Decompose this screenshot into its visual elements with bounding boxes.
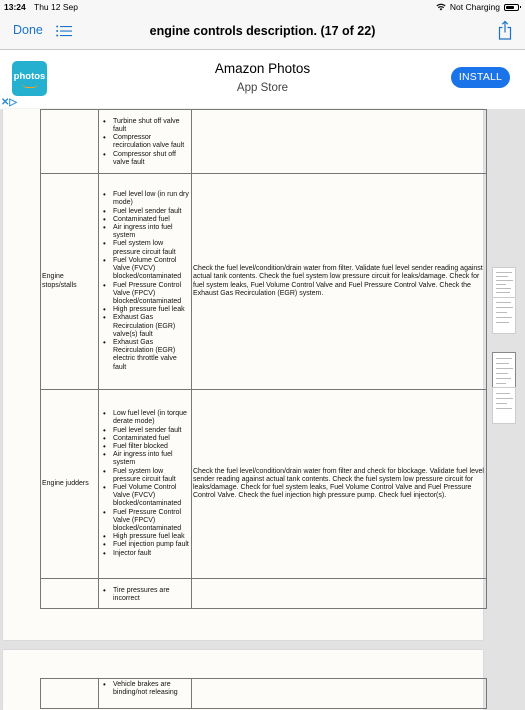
fault-item: • Injector fault (110, 550, 190, 558)
fault-item: • Fuel level sender fault (110, 208, 190, 216)
fault-item: • Fuel level sender fault (110, 427, 190, 435)
fault-item: • Fuel Pressure Control Valve (FPCV) blocked/contaminated (110, 282, 190, 307)
ad-subtitle: App Store (236, 82, 289, 94)
fault-list (100, 191, 190, 371)
fault-item: • Turbine shut off valve fault (110, 118, 190, 134)
action-cell (192, 110, 487, 174)
symptom-cell: Engine stops/stalls (41, 174, 99, 390)
fault-item: • Fuel Pressure Control Valve (FPCV) blocked/contaminated (110, 509, 190, 534)
fault-item: • Exhaust Gas Recirculation (EGR) electric throttle valve fault (110, 339, 190, 372)
fault-list (100, 118, 190, 167)
ad-title: Amazon Photos (214, 61, 311, 76)
fault-item: • High pressure fuel leak (110, 306, 190, 314)
status-time: 13:24 (4, 2, 26, 12)
fault-list (100, 681, 190, 697)
fault-cell (99, 174, 192, 390)
fault-item: • Air ingress into fuel system (110, 224, 190, 240)
ad-banner[interactable] (0, 50, 525, 109)
current-page-thumbnail[interactable] (492, 352, 516, 389)
navigation-bar (0, 14, 525, 50)
fault-item: • Exhaust Gas Recirculation (EGR) valve(s) fault (110, 314, 190, 339)
fault-cell (99, 579, 192, 609)
symptom-cell (41, 110, 99, 174)
action-cell: Check the fuel level/condition/drain water from filter. Validate fuel level sender reading against actual tank contents. Check the fuel system low pressure circuit for leaks/damage. Check for fuel system leaks, Fuel Volume Control Valve and Fuel Pressure Control Valve. Check the Exhaust Gas Recirculation (EGR) system. (192, 174, 487, 390)
table-row (41, 174, 487, 390)
page-thumbnail[interactable] (492, 387, 516, 424)
fault-item: • Fuel system low pressure circuit fault (110, 240, 190, 256)
fault-item: • Fuel filter blocked (110, 443, 190, 451)
fault-item: • Fuel level low (in run dry mode) (110, 191, 190, 207)
symptom-cell (41, 579, 99, 609)
battery-icon (504, 4, 519, 11)
fault-cell (99, 390, 192, 579)
share-icon[interactable] (498, 20, 512, 40)
done-button[interactable]: Done (13, 23, 43, 37)
fault-item: • Fuel Volume Control Valve (FVCV) blocked/contaminated (110, 484, 190, 509)
fault-item: • Compressor recirculation valve fault (110, 134, 190, 150)
action-cell: Check the fuel level/condition/drain water from filter and check for blockage. Validate fuel level sender reading against actual tank contents. Check the fuel system low pressure circuit for leaks/damage. Check for fuel system leaks, Fuel Volume Control Valve and Fuel Pressure Control Valve. Check the fuel injection high pressure pump. Check fuel injector(s). (192, 390, 487, 579)
document-page-next (3, 650, 483, 710)
status-bar (0, 0, 525, 14)
table-row (41, 110, 487, 174)
fault-item: • Tire pressures are incorrect (110, 587, 190, 603)
symptom-cell (41, 679, 99, 709)
logo-text: photos (13, 71, 46, 82)
diagnostic-table-next (40, 678, 487, 709)
fault-cell (99, 110, 192, 174)
document-page (3, 109, 483, 640)
fault-item: • Low fuel level (in torque derate mode) (110, 410, 190, 426)
diagnostic-table (40, 109, 487, 609)
fault-item: • Contaminated fuel (110, 216, 190, 224)
fault-item: • High pressure fuel leak (110, 533, 190, 541)
table-row (41, 579, 487, 609)
table-row (41, 679, 487, 709)
page-thumbnail[interactable] (492, 297, 516, 334)
fault-item: • Compressor shut off valve fault (110, 151, 190, 167)
status-date: Thu 12 Sep (34, 2, 78, 12)
fault-list (100, 410, 190, 558)
fault-item: • Contaminated fuel (110, 435, 190, 443)
wifi-icon (436, 3, 446, 11)
table-row (41, 390, 487, 579)
fault-cell (99, 679, 192, 709)
status-right (436, 2, 519, 12)
charging-status: Not Charging (449, 2, 500, 12)
fault-item: • Fuel Volume Control Valve (FVCV) blocked/contaminated (110, 257, 190, 282)
fault-item: • Vehicle brakes are binding/not releasing (110, 681, 190, 697)
adchoices-icon[interactable]: ✕▷ (1, 97, 18, 108)
symptom-cell: Engine judders (41, 390, 99, 579)
fault-list (100, 587, 190, 603)
document-title: engine controls description. (17 of 22) (149, 24, 376, 38)
fault-item: • Fuel system low pressure circuit fault (110, 468, 190, 484)
install-button[interactable]: INSTALL (451, 67, 510, 88)
action-cell (192, 579, 487, 609)
fault-item: • Air ingress into fuel system (110, 451, 190, 467)
fault-item: • Fuel injection pump fault (110, 541, 190, 549)
action-cell (192, 679, 487, 709)
